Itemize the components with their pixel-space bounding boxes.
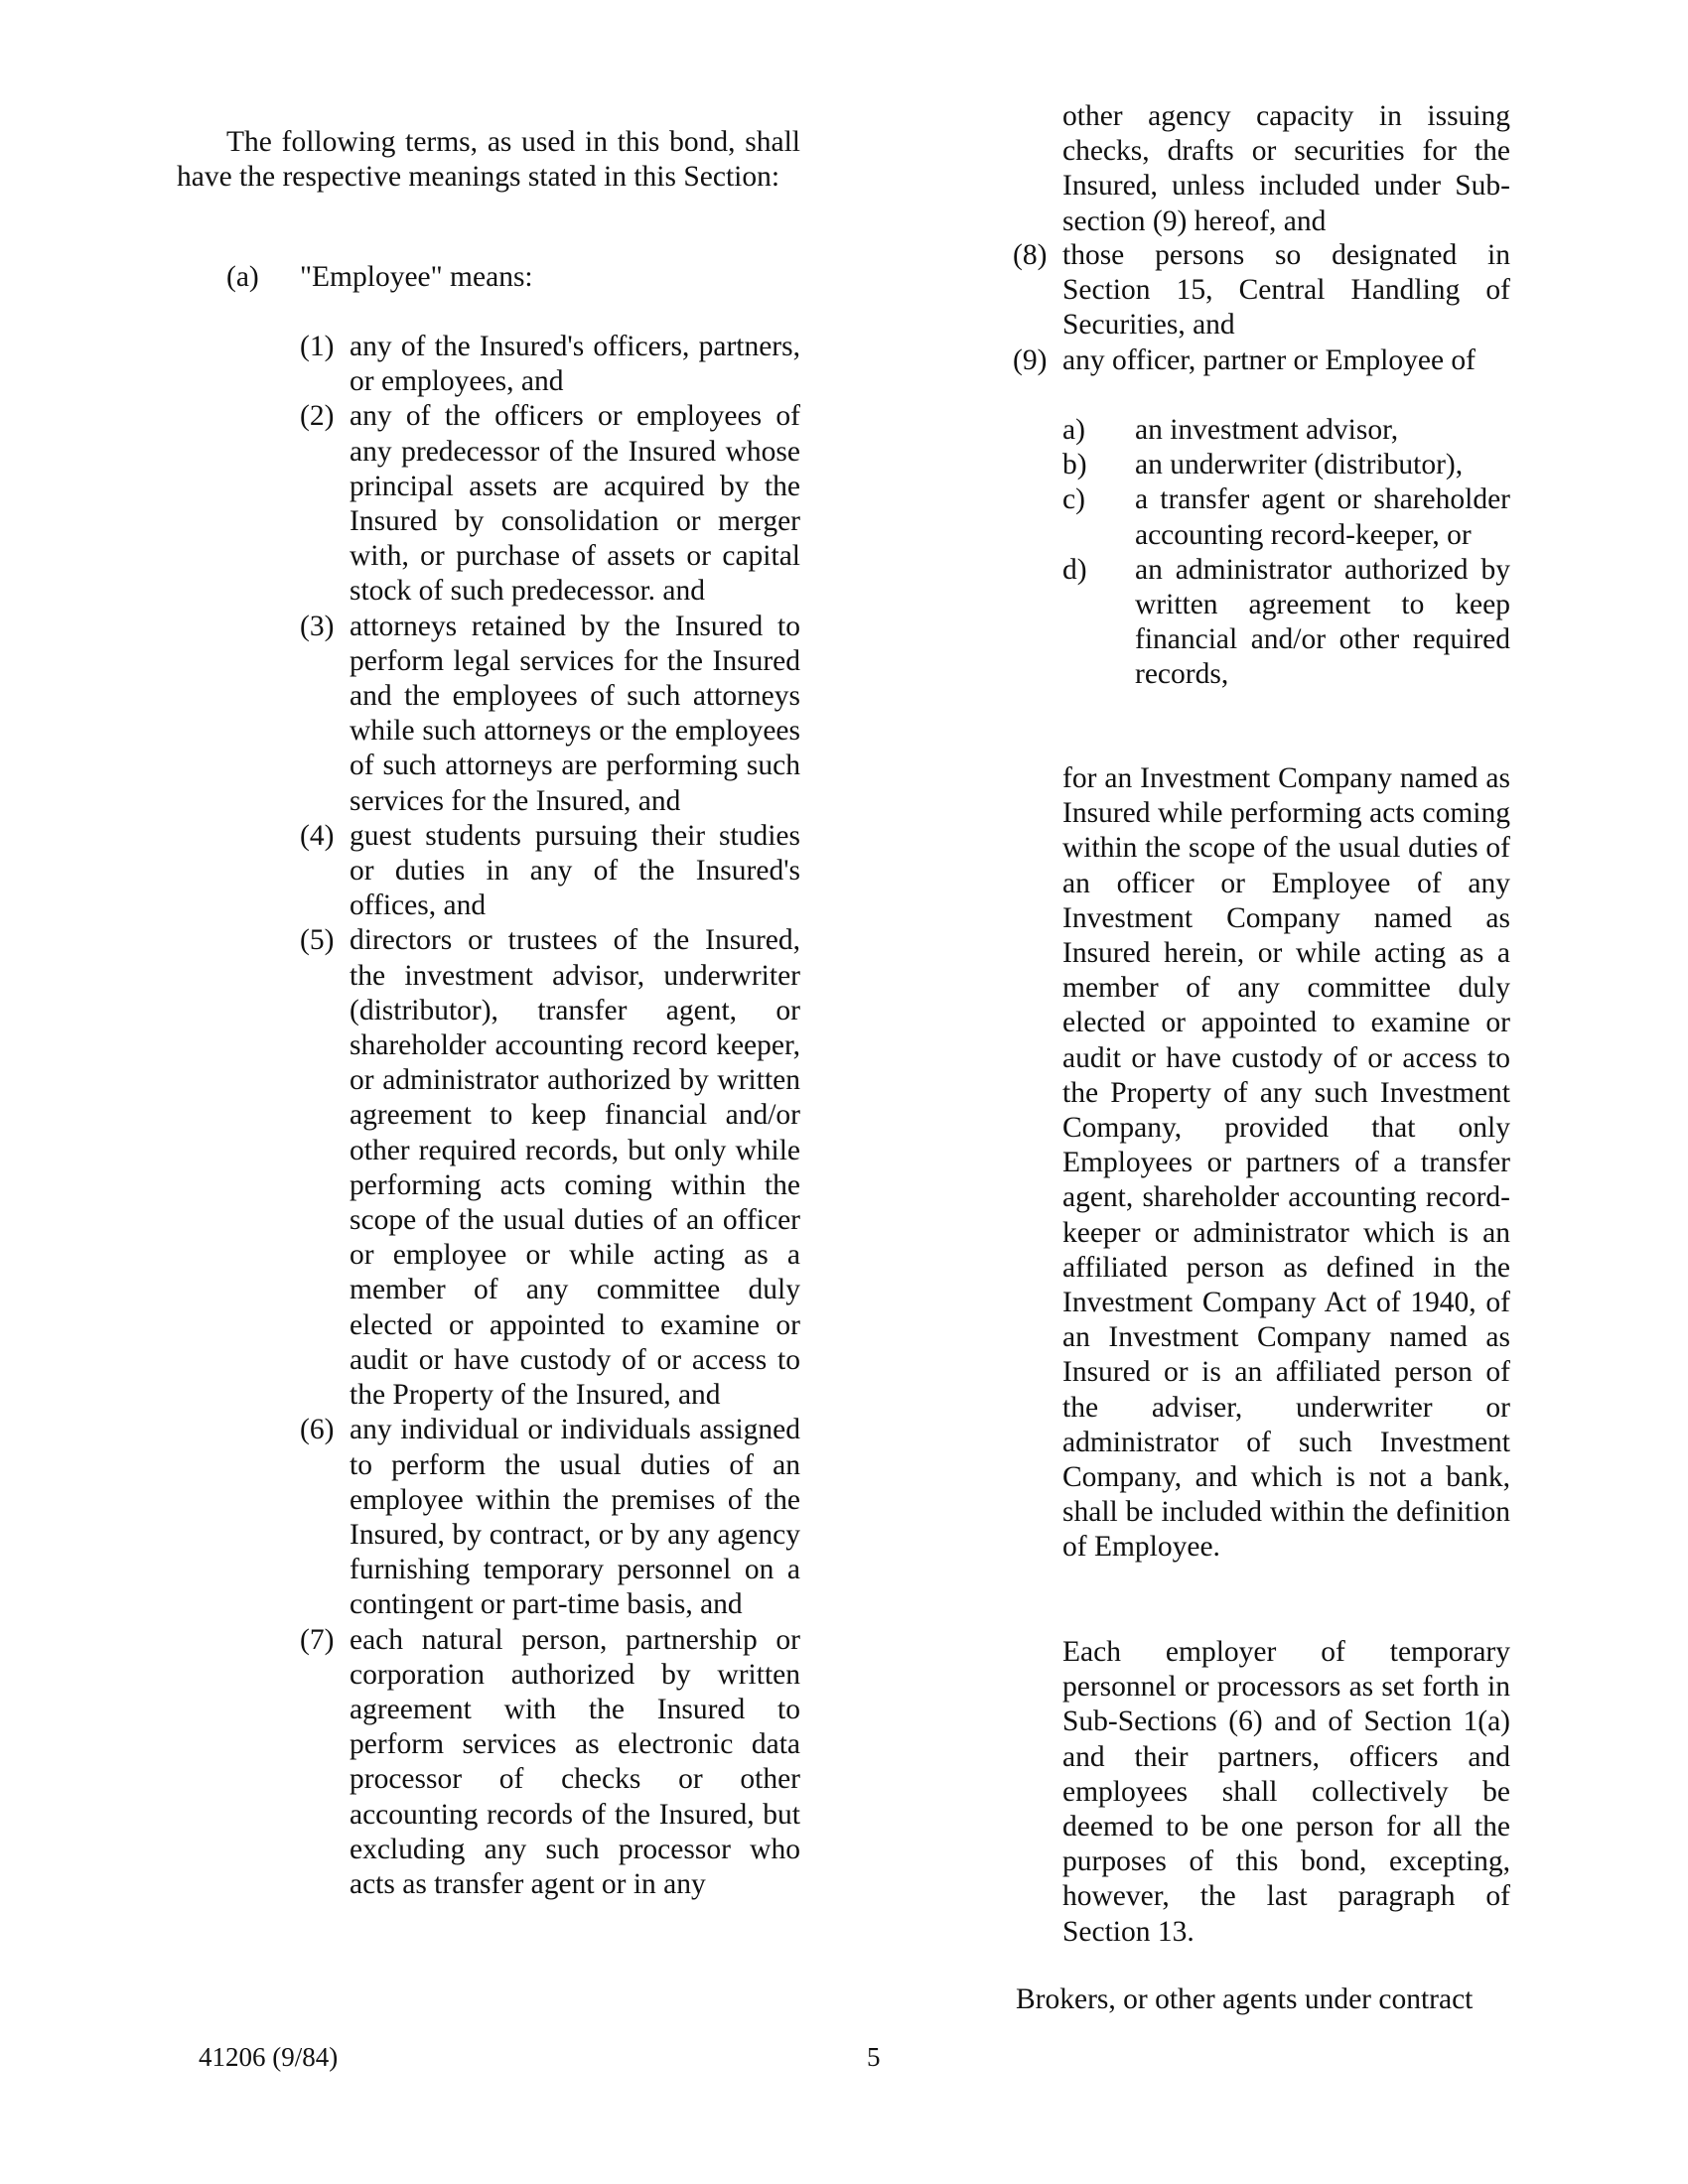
intro-paragraph: The following terms, as used in this bond, shall have the respective meanings stated in this Section: [177,126,800,194]
sub-list-item [1062,448,1510,482]
item-number: (1) [300,331,335,362]
item-text: those persons so designated in Section 15, Central Handling of Securities, and [1062,239,1510,341]
item-text: attorneys retained by the Insured to perform legal services for the Insured and the employees of such attorneys while such attorneys or the employees of such attorneys are performing such services for the Insured, and [350,610,800,817]
item-text: guest students pursuing their studies or duties in any of the Insured's offices, and [350,819,800,922]
section-a-marker: (a) [226,261,259,293]
sub-item-list [1062,413,1510,693]
item-number: (2) [300,400,335,433]
item-text: any of the Insured's officers, partners, or employees, and [350,331,800,398]
item-number: (8) [1013,239,1048,271]
brokers-line: Brokers, or other agents under contract [1016,1983,1474,2015]
list-item [1013,238,1510,343]
item-number: (4) [300,819,335,852]
sub-list-item [1062,482,1510,552]
item-7-continuation: other agency capacity in issuing checks, drafts or securities for the Insured, unless included under Sub-section (9) hereof, and [1062,100,1510,237]
list-item [300,399,800,609]
employee-definition-list-continued [1013,238,1510,378]
item-text: each natural person, partnership or corporation authorized by written agreement with the Insured to perform services as electronic data processor of checks or other accounting records of the Insured, but excluding any such processor who acts as transfer agent or in any [350,1623,800,1900]
list-item [300,610,800,819]
list-item [300,819,800,924]
list-item [300,330,800,399]
item-text: directors or trustees of the Insured, the investment advisor, underwriter (distributor), transfer agent, or shareholder accounting record keeper, or administrator authorized by written agreement to keep financial and/or other required records, but only while performing acts coming within the scope of the usual duties of an officer or employee or while acting as a member of any committee duly elected or appointed to examine or audit or have custody of or access to the Property of the Insured, and [350,924,800,1412]
list-item [300,923,800,1413]
sub-item-letter: a) [1062,414,1085,446]
item-number: (9) [1013,343,1048,376]
item-text: any officer, partner or Employee of [1062,343,1477,376]
item-number: (5) [300,924,335,957]
item-text: any individual or individuals assigned to perform the usual duties of an employee within the premises of the Insured, by contract, or by any agency furnishing temporary personnel on a contingent or part-time basis, and [350,1414,800,1621]
sub-list-item [1062,553,1510,693]
sub-item-text: an underwriter (distributor), [1135,449,1464,481]
sub-item-text: a transfer agent or shareholder accounting record-keeper, or [1135,483,1510,551]
sub-item-letter: b) [1062,449,1087,481]
sub-item-text: an administrator authorized by written agreement to keep financial and/or other required records, [1135,553,1510,691]
list-item [300,1623,800,1903]
sub-item-letter: c) [1062,483,1085,516]
form-code: 41206 (9/84) [199,2042,339,2072]
investment-company-paragraph: for an Investment Company named as Insured while performing acts coming within the scope of the usual duties of an officer or Employee of any Investment Company named as Insured herein, or while acting as a member of any committee duly elected or appointed to examine or audit or have custody of or access to the Property of any such Investment Company, provided that only Employees or partners of a transfer agent, shareholder accounting record-keeper or administrator which is an affiliated person as defined in the Investment Company Act of 1940, of an Investment Company named as Insured or is an affiliated person of the adviser, underwriter or administrator of such Investment Company, and which is not a bank, shall be included within the definition of Employee. [1062,762,1510,1564]
section-a-heading: "Employee" means: [300,261,533,293]
sub-item-text: an investment advisor, [1135,414,1399,446]
sub-list-item [1062,413,1510,448]
item-text: any of the officers or employees of any predecessor of the Insured whose principal assets are acquired by the Insured by consolidation or merger with, or purchase of assets or capital stock of such predecessor. and [350,400,800,608]
temporary-personnel-paragraph: Each employer of temporary personnel or processors as set forth in Sub-Sections (6) and of Section 1(a) and their partners, officers and employees shall collectively be deemed to be one person for all the purposes of this bond, excepting, however, the last paragraph of Section 13. [1062,1636,1510,1948]
item-number: (7) [300,1623,335,1656]
list-item [300,1413,800,1622]
item-number: (3) [300,610,335,642]
sub-item-letter: d) [1062,553,1087,586]
item-number: (6) [300,1414,335,1446]
list-item [1013,343,1510,378]
employee-definition-list [300,330,800,1902]
page-number: 5 [867,2042,881,2072]
